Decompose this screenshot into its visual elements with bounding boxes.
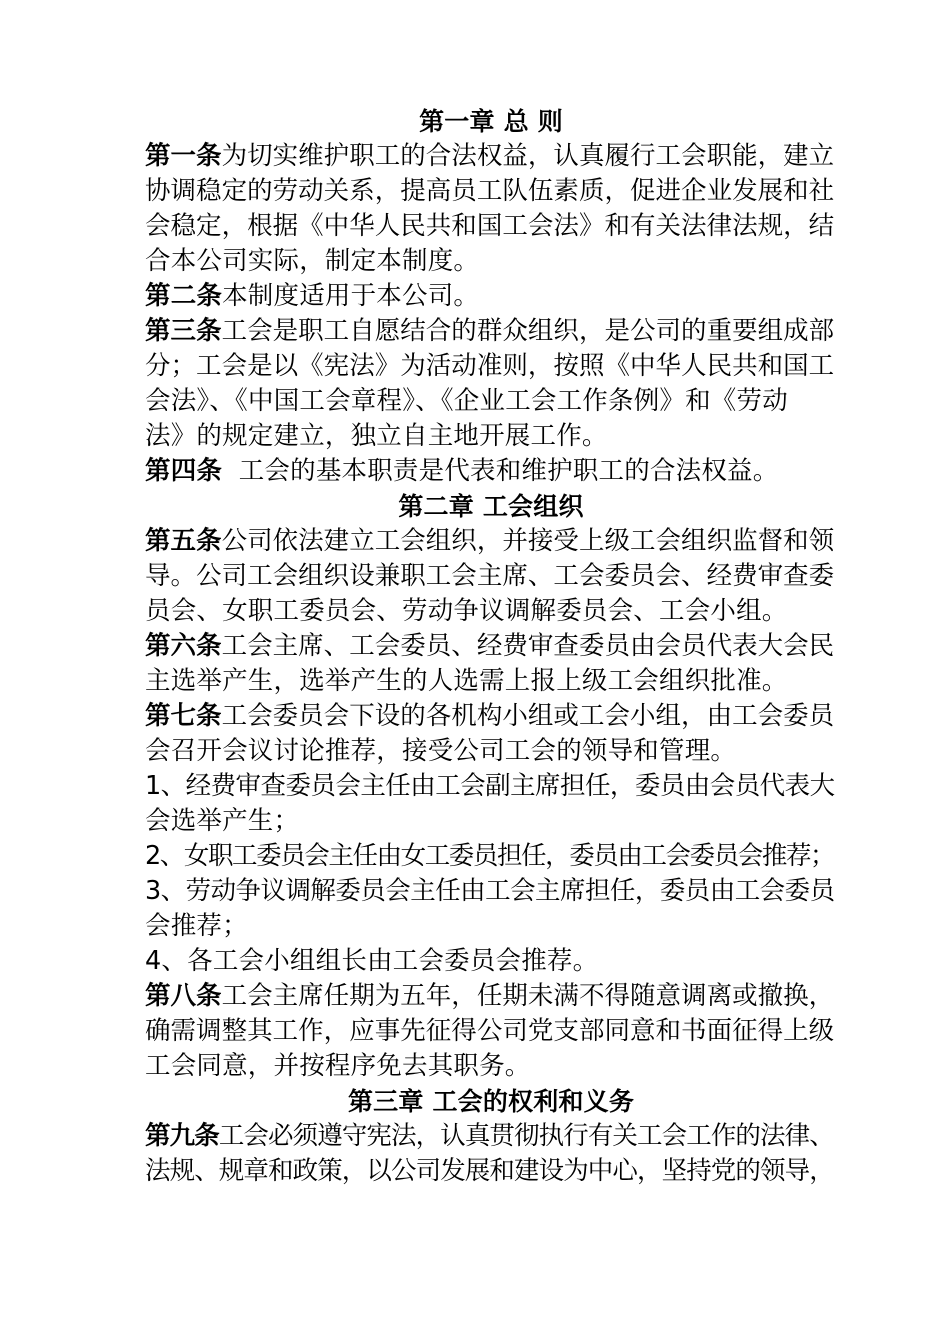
body-text-line: 3、劳动争议调解委员会主任由工会主席担任，委员由工会委员 <box>145 876 835 906</box>
article-text: 工会必须遵守宪法，认真贯彻执行有关工会工作的法律、 <box>218 1121 834 1151</box>
document-body <box>145 104 837 1189</box>
body-text-line: 主选举产生，选举产生的人选需上报上级工会组织批准。 <box>145 666 788 696</box>
body-text-line: 确需调整其工作，应事先征得公司党支部同意和书面征得上级 <box>145 1016 835 1046</box>
body-text-line: 会稳定，根据《中华人民共和国工会法》和有关法律法规，结 <box>145 211 835 241</box>
article-paragraph-line <box>145 979 837 1014</box>
article-text: 工会主席任期为五年，任期未满不得随意调离或撤换， <box>221 981 835 1011</box>
article-text: 为切实维护职工的合法权益，认真履行工会职能，建立 <box>221 141 835 171</box>
chapter-heading: 第三章 工会的权利和义务 <box>347 1087 635 1116</box>
body-text-line: 合本公司实际，制定本制度。 <box>145 246 480 276</box>
body-text-line: 1、经费审查委员会主任由工会副主席担任，委员由会员代表大 <box>145 771 835 801</box>
body-text-line: 法》的规定建立，独立自主地开展工作。 <box>145 421 608 451</box>
body-text-line: 会召开会议讨论推荐，接受公司工会的领导和管理。 <box>145 736 737 766</box>
article-number: 第六条 <box>145 631 222 661</box>
body-text-line: 会选举产生； <box>145 806 300 836</box>
article-text: 工会是职工自愿结合的群众组织，是公司的重要组成部 <box>221 316 835 346</box>
article-number: 第八条 <box>145 981 222 1011</box>
body-text-line: 工会同意，并按程序免去其职务。 <box>145 1051 531 1081</box>
body-text-line: 4、各工会小组组长由工会委员会推荐。 <box>145 946 599 976</box>
body-text-line: 分；工会是以《宪法》为活动准则，按照《中华人民共和国工 <box>145 351 835 381</box>
article-text: 工会主席、工会委员、经费审查委员由会员代表大会民 <box>221 631 835 661</box>
chapter-heading: 第一章 总 则 <box>419 107 563 136</box>
article-paragraph-line <box>145 699 837 734</box>
article-number: 第五条 <box>145 526 222 556</box>
article-text: 公司依法建立工会组织，并接受上级工会组织监督和领 <box>221 526 835 556</box>
article-paragraph-line <box>145 314 837 349</box>
article-number: 第三条 <box>145 316 222 346</box>
article-paragraph-line <box>145 454 837 489</box>
body-text-line: 会法》、《中国工会章程》、《企业工会工作条例》和《劳动 <box>145 386 788 416</box>
article-paragraph-line <box>145 1119 837 1154</box>
article-number: 第二条 <box>145 281 223 311</box>
article-text: 本制度适用于本公司。 <box>222 281 480 311</box>
chapter-heading: 第二章 工会组织 <box>398 492 584 521</box>
article-paragraph-line <box>145 524 837 559</box>
article-paragraph-line <box>145 629 837 664</box>
article-number: 第七条 <box>145 701 222 731</box>
article-text: 工会委员会下设的各机构小组或工会小组，由工会委员 <box>221 701 835 731</box>
article-number: 第一条 <box>145 141 222 171</box>
article-text: 工会的基本职责是代表和维护职工的合法权益。 <box>222 456 779 486</box>
article-paragraph-line <box>145 279 837 314</box>
article-paragraph-line <box>145 139 837 174</box>
body-text-line: 员会、女职工委员会、劳动争议调解委员会、工会小组。 <box>145 596 788 626</box>
article-number: 第四条 <box>145 456 223 486</box>
article-number: 第九条 <box>145 1121 219 1151</box>
body-text-line: 会推荐； <box>145 911 248 941</box>
body-text-line: 协调稳定的劳动关系，提高员工队伍素质，促进企业发展和社 <box>145 176 835 206</box>
body-text-line: 导。公司工会组织设兼职工会主席、工会委员会、经费审查委 <box>145 561 835 591</box>
body-text-line: 法规、规章和政策，以公司发展和建设为中心，坚持党的领导， <box>145 1156 834 1186</box>
body-text-line: 2、女职工委员会主任由女工委员担任，委员由工会委员会推荐； <box>145 841 835 871</box>
